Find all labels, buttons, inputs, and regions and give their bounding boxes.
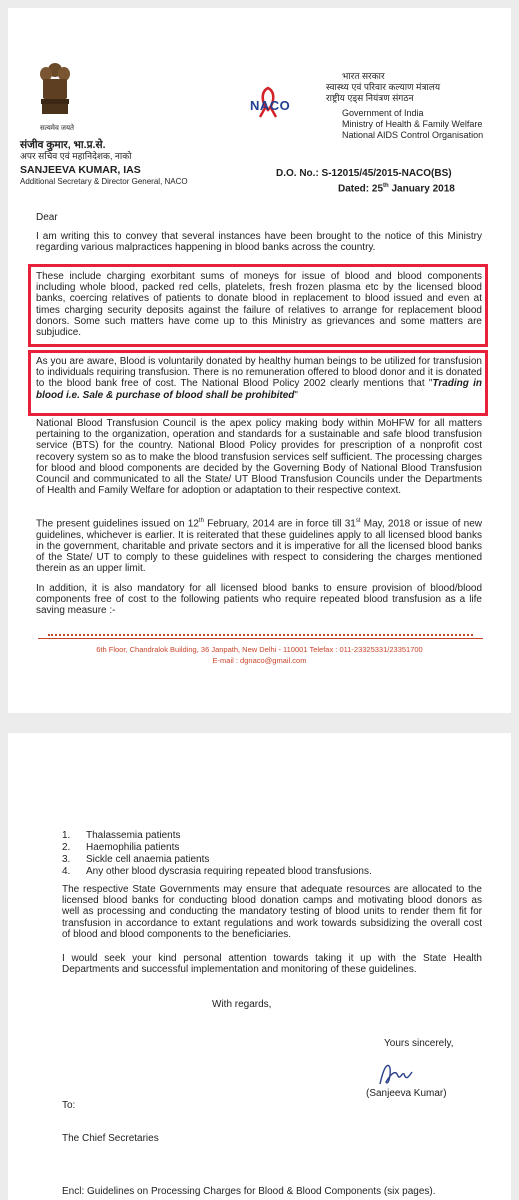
naco-logo — [248, 84, 304, 120]
letter-page-2 — [8, 733, 511, 1200]
org-hindi-line2: स्वास्थ्य एवं परिवार कल्याण मंत्रालय — [326, 82, 441, 92]
national-emblem-icon — [38, 60, 72, 130]
paragraph-intro: I am writing this to convey that several instances have been brought to the notice of this Ministry regarding various malpractices happening in blood banks across the country. — [36, 231, 482, 254]
org-hindi-line1: भारत सरकार — [342, 71, 385, 81]
signature-image — [374, 1058, 434, 1090]
recipient: The Chief Secretaries — [62, 1133, 159, 1144]
list-item: 1. Thalassemia patients — [62, 830, 181, 841]
list-item: 2. Haemophilia patients — [62, 842, 180, 853]
paragraph-state-resources: The respective State Governments may ensure that adequate resources are allocated to the licensed blood banks for conducting blood donation camps and motivating blood donors as well as processing and conducting the mandatory testing of blood units to render them fit for transfusion in accordance to extant regulations and work towards subsidizing the overall cost of blood and blood components to the beneficiaries. — [62, 884, 482, 940]
emblem-motto: सत्यमेव जयते — [39, 125, 75, 132]
paragraph-malpractices: These include charging exorbitant sums of moneys for issue of blood and blood components including whole blood, packed red cells, platelets, fresh frozen plasma etc by the licensed blood banks, coercing relatives of patients to donate blood in replacement to blood issued and even at times charging security deposits against the failure of relatives to arrange for replacement blood donors. Some such matters have come up to this Ministry as grievances and some matters are subjudice. — [36, 271, 482, 339]
to-label: To: — [62, 1100, 76, 1111]
footer-address: 6th Floor, Chandralok Building, 36 Janpath, New Delhi - 110001 Telefax : 011-23325331/23351700 — [96, 645, 423, 654]
letter-date: Dated: 25th January 2018 — [338, 183, 455, 195]
sender-name-hindi: संजीव कुमार, भा.प्र.से. — [20, 139, 106, 151]
letter-page-1 — [8, 8, 511, 713]
sender-title-english: Additional Secretary & Director General, NACO — [20, 177, 188, 186]
paragraph-guidelines: The present guidelines issued on 12th February, 2014 are in force till 31st May, 2018 or issue of new guidelines, whichever is earlier. It is reiterated that these guidelines apply to all licensed blood banks in the government, charitable and private sectors and it is imperative for all the licensed blood banks of the State/ UT to comply to these guidelines with respect to considering the charges mentioned therein as an upper limit. — [36, 518, 483, 575]
list-item: 4. Any other blood dyscrasia requiring repeated blood transfusions. — [62, 866, 372, 877]
sender-name-english: SANJEEVA KUMAR, IAS — [20, 164, 141, 176]
org-english-line3: National AIDS Control Organisation — [342, 130, 484, 140]
naco-logo-text: NACO — [250, 98, 291, 113]
footer-email: E-mail : dgnaco@gmail.com — [212, 656, 307, 665]
enclosure-note: Encl: Guidelines on Processing Charges for Blood & Blood Components (six pages). — [62, 1186, 436, 1197]
org-english-line1: Government of India — [342, 108, 424, 118]
paragraph-nbtc: National Blood Transfusion Council is the apex policy making body within MoHFW for all matters pertaining to the organization, operation and standards for a sustainable and safe blood transfusion service (BTS) for the country. National Blood Policy provides for prescription of a nonprofit cost recovery system so as to make the blood transfusion services self sufficient. The processing charges for blood and blood components are decided by the Governing Body of National Blood Transfusion Council and communicated to all the State/ UT Blood Transfusion Councils under the Departments of Health and Family Welfare for adoption or adaptation to their respective context. — [36, 418, 482, 497]
org-hindi-line3: राष्ट्रीय एड्स नियंत्रण संगठन — [326, 93, 414, 103]
footer-dotted-divider — [48, 634, 473, 636]
paragraph-blood-policy: As you are aware, Blood is voluntarily donated by healthy human beings to be utilized for transfusion to individuals requiring transfusion. There is no remuneration offered to blood donor and it is donated to the blood bank free of cost. The National Blood Policy 2002 clearly mentions that "Trading in blood i.e. Sale & purchase of blood shall be prohibited" — [36, 356, 483, 401]
closing-yours-sincerely: Yours sincerely, — [384, 1038, 454, 1049]
patient-list — [62, 830, 372, 878]
org-english-line2: Ministry of Health & Family Welfare — [342, 119, 483, 129]
do-number: D.O. No.: S-12015/45/2015-NACO(BS) — [276, 168, 452, 179]
paragraph-request: I would seek your kind personal attention towards taking it up with the State Health Departments and successful implementation and monitoring of these guidelines. — [62, 953, 482, 976]
closing-regards: With regards, — [212, 999, 272, 1010]
footer-divider — [38, 638, 483, 639]
sender-title-hindi: अपर सचिव एवं महानिदेशक, नाको — [20, 151, 132, 161]
list-item: 3. Sickle cell anaemia patients — [62, 854, 210, 865]
paragraph-free-provision: In addition, it is also mandatory for all licensed blood banks to ensure provision of blood/blood components free of cost to the following patients who require repeated blood transfusion as a life saving measure :- — [36, 583, 482, 617]
salutation: Dear — [36, 212, 58, 223]
signatory-name: (Sanjeeva Kumar) — [366, 1088, 447, 1099]
